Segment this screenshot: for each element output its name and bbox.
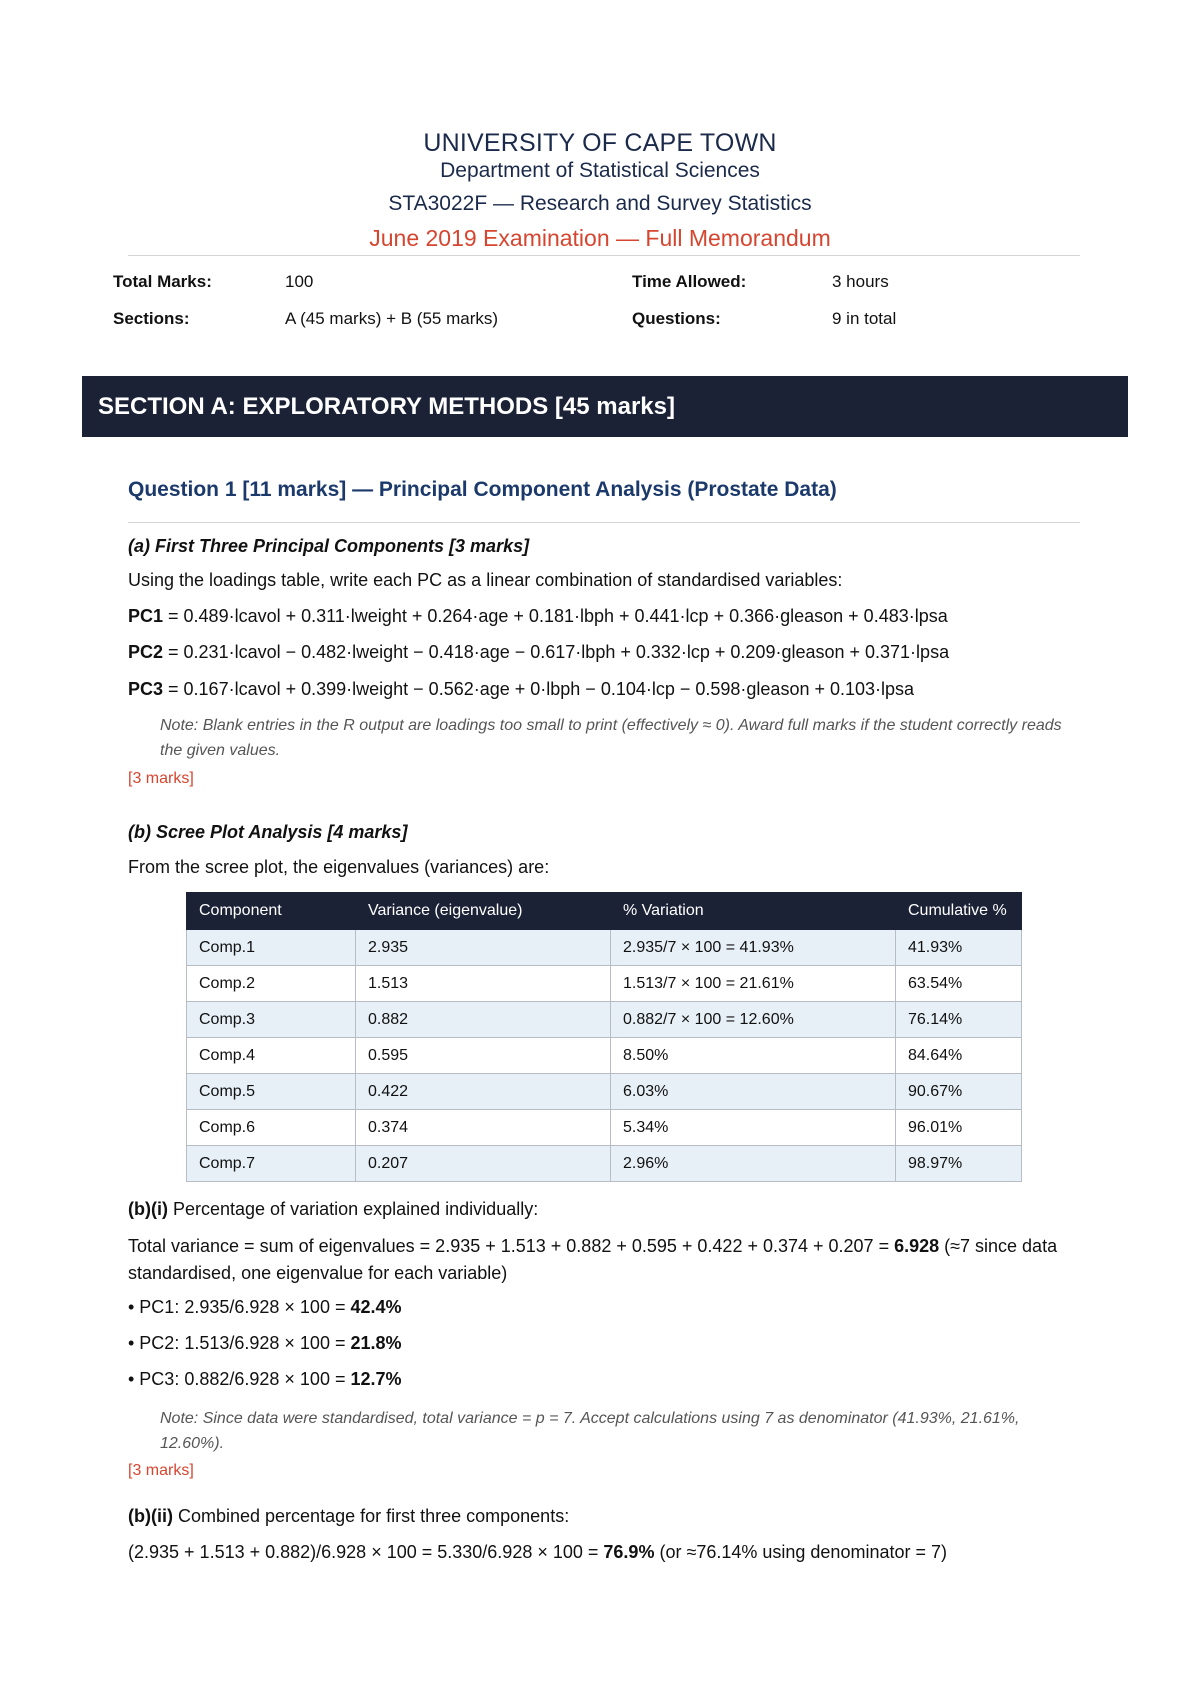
pc1-label: PC1 xyxy=(128,606,164,626)
pc3-terms: = 0.167·lcavol + 0.399·lweight − 0.562·age + 0·lbph − 0.104·lcp − 0.598·gleason + 0.103·lpsa xyxy=(163,679,915,699)
course-title: STA3022F — Research and Survey Statistics xyxy=(388,192,812,215)
table-cell: 8.50% xyxy=(611,1038,896,1074)
table-cell: 96.01% xyxy=(896,1110,1022,1146)
total-variance-sum: Total variance = sum of eigenvalues = 2.935 + 1.513 + 0.882 + 0.595 + 0.422 + 0.374 + 0.207 = xyxy=(128,1236,895,1256)
combined-result: 76.9% xyxy=(603,1542,655,1562)
table-cell: Comp.2 xyxy=(187,966,356,1002)
pc1-calc: • PC1: 2.935/6.928 × 100 = xyxy=(128,1297,351,1317)
total-variance-text xyxy=(128,1233,1088,1287)
pc2-calc: • PC2: 1.513/6.928 × 100 = xyxy=(128,1333,351,1353)
department-name: Department of Statistical Sciences xyxy=(440,159,760,182)
pc3-equation xyxy=(128,679,914,700)
table-cell: 0.207 xyxy=(356,1146,611,1182)
part-bii-text: Combined percentage for first three components: xyxy=(172,1506,570,1526)
pc2-label: PC2 xyxy=(128,642,164,662)
part-bii-heading xyxy=(128,1506,569,1527)
table-cell: 90.67% xyxy=(896,1074,1022,1110)
pc2-percentage xyxy=(128,1333,402,1354)
table-header-cell: Component xyxy=(187,893,356,930)
part-b-heading: (b) Scree Plot Analysis [4 marks] xyxy=(128,822,408,842)
document-header xyxy=(0,128,1200,252)
pc1-percentage xyxy=(128,1297,402,1318)
table-cell: 2.935 xyxy=(356,930,611,966)
part-a-marks: [3 marks] xyxy=(128,770,194,787)
table-cell: 76.14% xyxy=(896,1002,1022,1038)
table-header-cell: Variance (eigenvalue) xyxy=(356,893,611,930)
table-cell: 1.513 xyxy=(356,966,611,1002)
table-cell: Comp.5 xyxy=(187,1074,356,1110)
pc1-terms: = 0.489·lcavol + 0.311·lweight + 0.264·age + 0.181·lbph + 0.441·lcp + 0.366·gleason + 0.483·lpsa xyxy=(163,606,948,626)
part-bi-text: Percentage of variation explained individually: xyxy=(167,1199,539,1219)
table-header-cell: Cumulative % xyxy=(896,893,1022,930)
table-cell: 0.882 xyxy=(356,1002,611,1038)
table-header-cell: % Variation xyxy=(611,893,896,930)
part-a-note: Note: Blank entries in the R output are loadings too small to print (effectively ≈ 0). Award full marks if the student correctly reads the given values. xyxy=(160,717,1062,759)
pc2-terms: = 0.231·lcavol − 0.482·lweight − 0.418·age − 0.617·lbph + 0.332·lcp + 0.209·gleason + 0.371·lpsa xyxy=(163,642,950,662)
time-allowed-value: 3 hours xyxy=(832,272,889,291)
table-cell: Comp.7 xyxy=(187,1146,356,1182)
table-row xyxy=(187,1110,1022,1146)
question-divider xyxy=(128,522,1080,523)
part-bi-heading xyxy=(128,1199,538,1220)
time-allowed-label: Time Allowed: xyxy=(632,272,747,291)
table-cell: 84.64% xyxy=(896,1038,1022,1074)
pc3-percentage xyxy=(128,1369,402,1390)
part-b-intro: From the scree plot, the eigenvalues (variances) are: xyxy=(128,857,550,877)
table-row xyxy=(187,1002,1022,1038)
table-row xyxy=(187,1074,1022,1110)
pc2-result: 21.8% xyxy=(350,1333,402,1353)
combined-calc: (2.935 + 1.513 + 0.882)/6.928 × 100 = 5.330/6.928 × 100 = xyxy=(128,1542,604,1562)
section-a-banner: SECTION A: EXPLORATORY METHODS [45 marks] xyxy=(82,376,1128,437)
total-variance-result: 6.928 xyxy=(894,1236,940,1256)
table-cell: Comp.4 xyxy=(187,1038,356,1074)
table-cell: 41.93% xyxy=(896,930,1022,966)
table-cell: 0.422 xyxy=(356,1074,611,1110)
part-bi-marks: [3 marks] xyxy=(128,1462,194,1479)
pc3-label: PC3 xyxy=(128,679,164,699)
pc2-equation xyxy=(128,642,949,663)
exam-title: June 2019 Examination — Full Memorandum xyxy=(369,225,831,251)
table-cell: 98.97% xyxy=(896,1146,1022,1182)
table-cell: 5.34% xyxy=(611,1110,896,1146)
table-header-row xyxy=(187,893,1022,930)
pc1-result: 42.4% xyxy=(350,1297,402,1317)
table-cell: 2.935/7 × 100 = 41.93% xyxy=(611,930,896,966)
table-cell: 1.513/7 × 100 = 21.61% xyxy=(611,966,896,1002)
table-row xyxy=(187,1038,1022,1074)
table-cell: 0.882/7 × 100 = 12.60% xyxy=(611,1002,896,1038)
combined-percentage xyxy=(128,1542,947,1563)
table-cell: 63.54% xyxy=(896,966,1022,1002)
table-cell: 6.03% xyxy=(611,1074,896,1110)
table-cell: 0.374 xyxy=(356,1110,611,1146)
table-cell: Comp.3 xyxy=(187,1002,356,1038)
part-a-intro: Using the loadings table, write each PC as a linear combination of standardised variables: xyxy=(128,570,843,590)
part-a-heading: (a) First Three Principal Components [3 marks] xyxy=(128,536,530,556)
pc1-equation xyxy=(128,606,948,627)
part-bi-note: Note: Since data were standardised, total variance = p = 7. Accept calculations using 7 as denominator (41.93%, 21.61%, 12.60%). xyxy=(160,1410,1020,1452)
sections-value: A (45 marks) + B (55 marks) xyxy=(285,309,499,328)
table-cell: Comp.1 xyxy=(187,930,356,966)
combined-remark: (or ≈76.14% using denominator = 7) xyxy=(654,1542,947,1562)
table-cell: 0.595 xyxy=(356,1038,611,1074)
total-marks-value: 100 xyxy=(285,272,314,291)
total-marks-label: Total Marks: xyxy=(113,272,212,291)
questions-value: 9 in total xyxy=(832,309,897,328)
part-bii-label: (b)(ii) xyxy=(128,1506,173,1526)
part-bi-label: (b)(i) xyxy=(128,1199,168,1219)
questions-label: Questions: xyxy=(632,309,721,328)
pc3-result: 12.7% xyxy=(350,1369,402,1389)
header-divider xyxy=(128,255,1080,256)
total-variance-remark: (≈7 since data standardised, one eigenvalue for each variable) xyxy=(128,1236,1058,1283)
university-name: UNIVERSITY OF CAPE TOWN xyxy=(423,129,777,157)
question-1-title: Question 1 [11 marks] — Principal Component Analysis (Prostate Data) xyxy=(128,478,837,501)
table-row xyxy=(187,966,1022,1002)
eigenvalue-table xyxy=(186,892,1022,1182)
table-cell: Comp.6 xyxy=(187,1110,356,1146)
sections-label: Sections: xyxy=(113,309,190,328)
table-row xyxy=(187,1146,1022,1182)
table-row xyxy=(187,930,1022,966)
pc3-calc: • PC3: 0.882/6.928 × 100 = xyxy=(128,1369,351,1389)
table-cell: 2.96% xyxy=(611,1146,896,1182)
